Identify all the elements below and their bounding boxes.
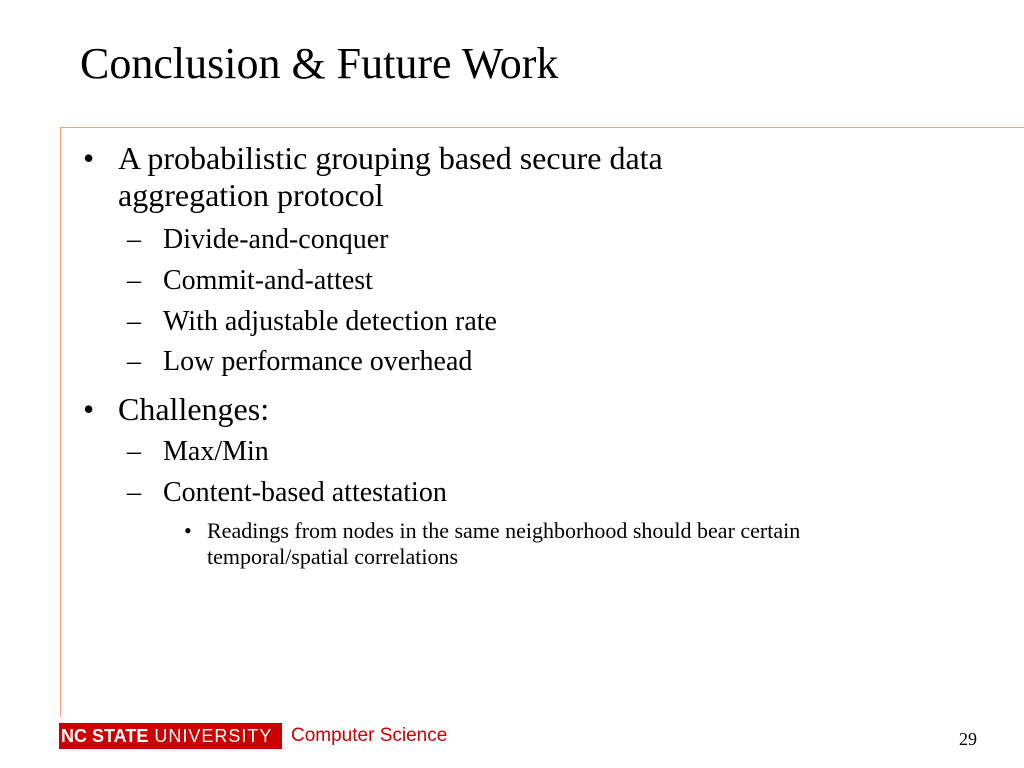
sub-bullet-text: Commit-and-attest	[163, 265, 373, 296]
page-number: 29	[959, 729, 977, 749]
dash-marker: –	[127, 477, 141, 508]
ncsu-logo	[59, 723, 282, 749]
bullet-text: Challenges:	[118, 391, 270, 427]
dash-marker: –	[127, 306, 141, 337]
sub-bullet-text: Content-based attestation	[163, 477, 447, 508]
bullet-item	[83, 391, 270, 428]
sub-bullet-item	[127, 224, 389, 256]
bullet-marker: •	[83, 140, 95, 176]
slide-title: Conclusion & Future Work	[80, 39, 559, 88]
content-divider-vertical	[60, 127, 61, 717]
bullet-marker: •	[184, 518, 192, 543]
dash-marker: –	[127, 436, 141, 467]
sub-bullet-item	[127, 436, 269, 468]
sub-bullet-text: Low performance overhead	[163, 346, 473, 377]
logo-text-bold: NC STATE	[61, 726, 149, 746]
dash-marker: –	[127, 224, 141, 255]
logo-text: UNIVERSITY	[148, 726, 273, 746]
bullet-marker: •	[83, 391, 95, 427]
sub-bullet-item	[127, 477, 447, 509]
bullet-item	[83, 140, 663, 214]
bullet-text: A probabilistic grouping based secure data	[118, 140, 663, 176]
title-divider-horizontal	[60, 127, 1024, 128]
dash-marker: –	[127, 346, 141, 377]
sub-bullet-text: Max/Min	[163, 436, 269, 467]
sub-bullet-item	[127, 346, 473, 378]
department-label: Computer Science	[291, 725, 448, 746]
sub-bullet-text: With adjustable detection rate	[163, 306, 497, 337]
dash-marker: –	[127, 265, 141, 296]
sub-bullet-text: Divide-and-conquer	[163, 224, 389, 255]
bullet-text-continued: aggregation protocol	[118, 177, 384, 213]
sub-sub-bullet-text: Readings from nodes in the same neighborhood should bear certain	[207, 518, 801, 543]
sub-sub-bullet-item	[184, 518, 801, 570]
sub-bullet-item	[127, 265, 373, 297]
sub-sub-bullet-text-continued: temporal/spatial correlations	[207, 544, 459, 569]
sub-bullet-item	[127, 306, 497, 338]
